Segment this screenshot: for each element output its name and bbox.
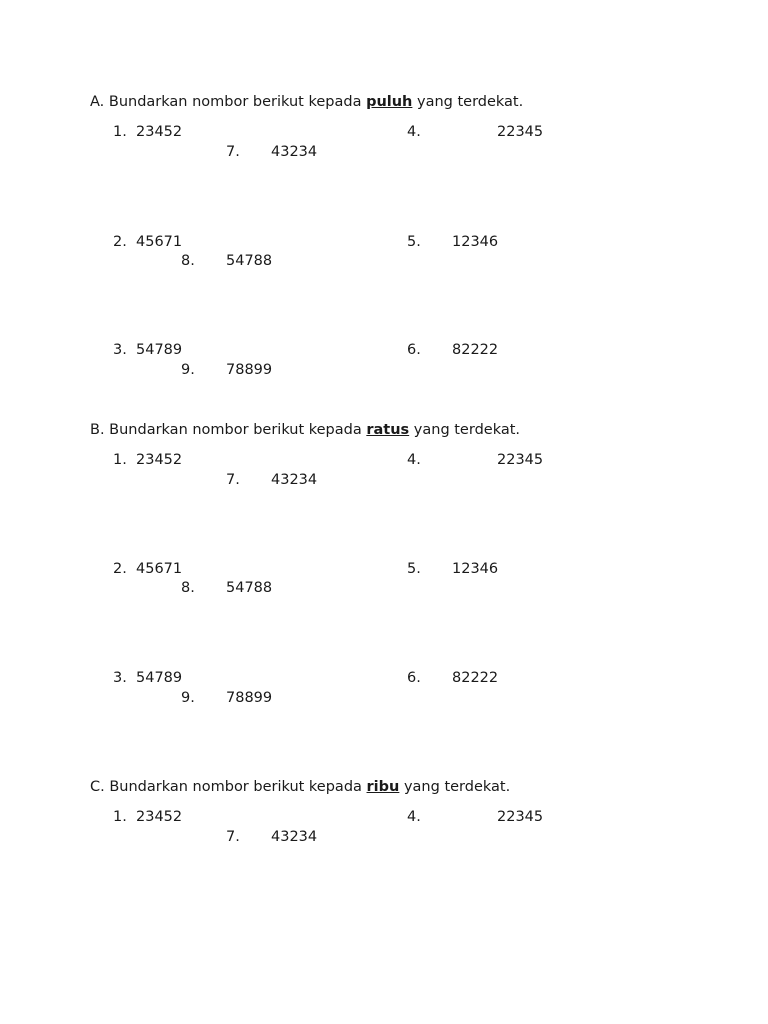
heading-text: yang terdekat. <box>417 94 524 110</box>
item-value: 43234 <box>271 472 318 488</box>
item-value: 54789 <box>136 342 183 358</box>
item-number: 9. <box>181 690 195 706</box>
item-value: 82222 <box>452 342 499 358</box>
item-value: 45671 <box>136 234 183 250</box>
section-a-heading <box>90 93 523 111</box>
item-number: 7. <box>226 472 240 488</box>
item-value: 78899 <box>226 690 273 706</box>
item-value: 43234 <box>271 144 318 160</box>
section-b-heading <box>90 421 520 439</box>
item-number: 2. <box>113 561 127 577</box>
item-value: 43234 <box>271 829 318 845</box>
item-number: 7. <box>226 144 240 160</box>
item-number: 6. <box>407 670 421 686</box>
item-number: 6. <box>407 342 421 358</box>
heading-keyword: ratus <box>366 422 410 438</box>
heading-text: yang terdekat. <box>403 779 511 795</box>
item-number: 3. <box>113 670 127 686</box>
item-number: 7. <box>226 829 240 845</box>
item-value: 54788 <box>226 253 273 269</box>
item-value: 22345 <box>497 124 544 140</box>
item-number: 8. <box>181 580 195 596</box>
item-value: 12346 <box>452 561 499 577</box>
item-number: 4. <box>407 809 421 825</box>
item-number: 1. <box>113 452 127 468</box>
item-number: 4. <box>407 124 421 140</box>
item-number: 3. <box>113 342 127 358</box>
item-number: 1. <box>113 809 127 825</box>
item-value: 54788 <box>226 580 273 596</box>
item-value: 54789 <box>136 670 183 686</box>
item-number: 4. <box>407 452 421 468</box>
item-value: 22345 <box>497 809 544 825</box>
heading-text: B. Bundarkan nombor berikut kepada <box>90 422 362 438</box>
item-value: 82222 <box>452 670 499 686</box>
item-value: 23452 <box>136 124 183 140</box>
heading-text: C. Bundarkan nombor berikut kepada <box>90 779 362 795</box>
item-value: 12346 <box>452 234 499 250</box>
heading-keyword: puluh <box>366 94 413 110</box>
item-value: 22345 <box>497 452 544 468</box>
item-value: 45671 <box>136 561 183 577</box>
item-value: 78899 <box>226 362 273 378</box>
item-number: 2. <box>113 234 127 250</box>
item-number: 5. <box>407 234 421 250</box>
item-number: 8. <box>181 253 195 269</box>
item-number: 5. <box>407 561 421 577</box>
heading-text: yang terdekat. <box>413 422 521 438</box>
section-c-heading <box>90 778 510 796</box>
item-number: 1. <box>113 124 127 140</box>
item-number: 9. <box>181 362 195 378</box>
heading-keyword: ribu <box>366 779 400 795</box>
item-value: 23452 <box>136 809 183 825</box>
heading-text: A. Bundarkan nombor berikut kepada <box>90 94 362 110</box>
item-value: 23452 <box>136 452 183 468</box>
